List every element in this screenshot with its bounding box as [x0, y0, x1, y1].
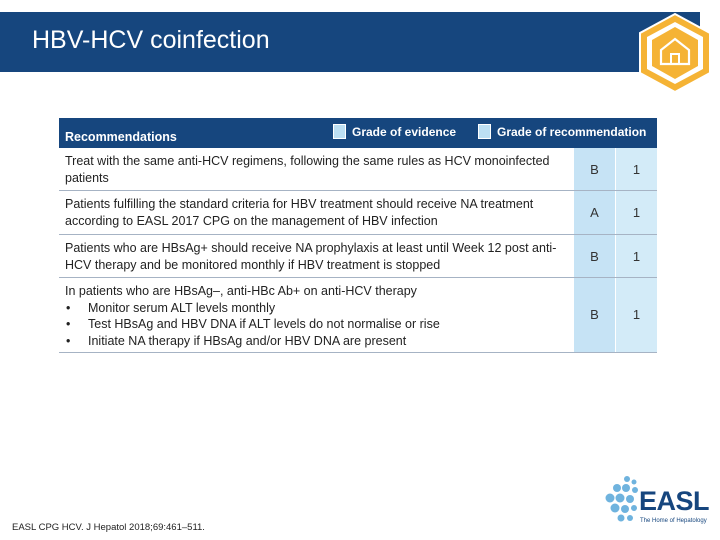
grade-of-recommendation-cell: 1	[616, 148, 657, 190]
recommendation-text	[65, 283, 565, 349]
header-bar	[0, 12, 700, 72]
grade-of-evidence-legend	[333, 124, 456, 139]
bullet-list	[65, 300, 565, 350]
grade-of-evidence-label: Grade of evidence	[352, 124, 457, 139]
recommendation-text: Patients who are HBsAg+ should receive NA prophylaxis at least until Week 12 post anti-HCV therapy and be monitored monthly if HBV treatment is stopped	[65, 241, 557, 272]
grade-of-evidence-cell: B	[574, 148, 615, 190]
home-icon[interactable]	[638, 12, 712, 94]
grade-of-evidence-cell: A	[574, 191, 615, 234]
easl-logo	[603, 474, 713, 530]
grade-of-evidence-cell: B	[574, 278, 615, 352]
page-title: HBV-HCV coinfection	[32, 26, 270, 54]
grade-of-recommendation-cell: 1	[616, 235, 657, 277]
table-row	[59, 235, 657, 278]
grade-of-recommendation-cell: 1	[616, 191, 657, 234]
grade-of-recommendation-label: Grade of recommendation	[497, 124, 647, 139]
grade-of-evidence-cell: B	[574, 235, 615, 277]
table-row	[59, 278, 657, 353]
list-item: • Test HBsAg and HBV DNA if ALT levels do not normalise or rise	[65, 316, 565, 333]
table-row	[59, 148, 657, 191]
citation: EASL CPG HCV. J Hepatol 2018;69:461–511.	[12, 522, 205, 533]
recommendation-text: Treat with the same anti-HCV regimens, following the same rules as HCV monoinfected patients	[65, 154, 550, 185]
recommendations-heading: Recommendations	[65, 130, 177, 144]
recommendations-table	[59, 118, 657, 353]
grade-of-recommendation-legend	[478, 124, 646, 139]
recommendation-intro: In patients who are HBsAg–, anti-HBc Ab+ on anti-HCV therapy	[65, 284, 417, 298]
legend-swatch	[333, 124, 346, 139]
list-item: • Initiate NA therapy if HBsAg and/or HBV DNA are present	[65, 333, 565, 350]
logo-tagline: The Home of Hepatology	[640, 518, 707, 524]
grade-of-recommendation-cell: 1	[616, 278, 657, 352]
legend-swatch	[478, 124, 491, 139]
recommendation-text: Patients fulfilling the standard criteria for HBV treatment should receive NA treatment according to EASL 2017 CPG on the management of HBV infection	[65, 197, 534, 228]
table-row	[59, 191, 657, 235]
logo-dots-icon	[603, 474, 643, 530]
logo-wordmark: EASL	[639, 486, 710, 516]
table-header	[59, 118, 657, 148]
list-item: • Monitor serum ALT levels monthly	[65, 300, 565, 317]
